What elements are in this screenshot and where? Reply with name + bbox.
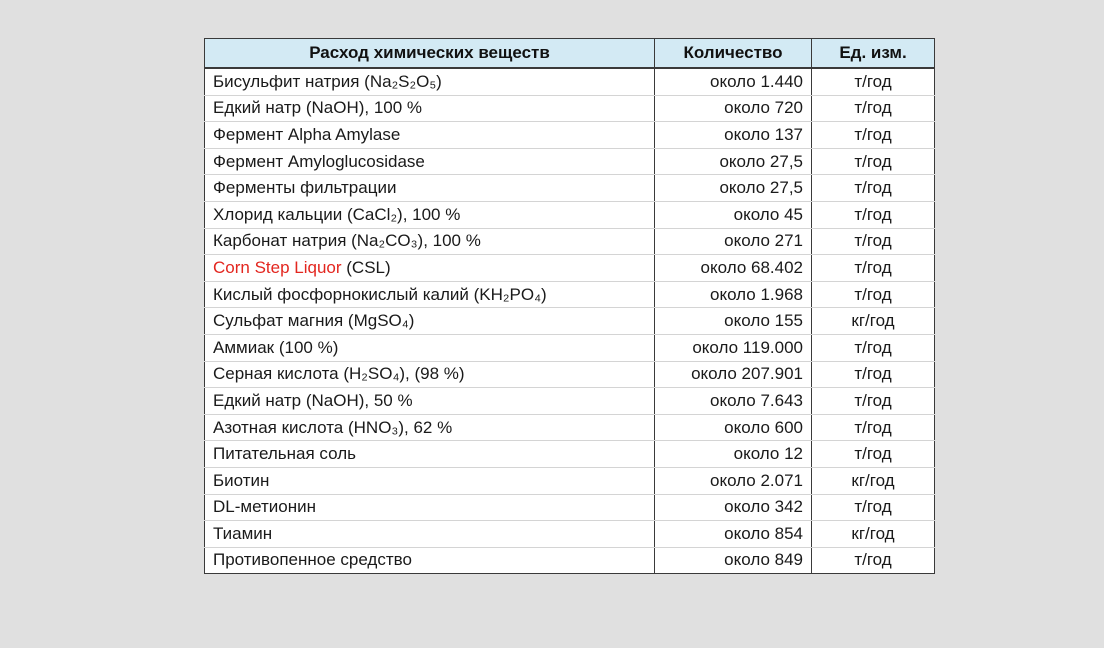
chemical-unit: т/год <box>812 388 935 415</box>
table-row <box>205 228 935 255</box>
table-row <box>205 175 935 202</box>
header-quantity: Количество <box>655 39 812 69</box>
chemical-quantity: около 119.000 <box>655 334 812 361</box>
chemical-unit: т/год <box>812 95 935 122</box>
table-header-row <box>205 39 935 69</box>
chemical-unit: т/год <box>812 228 935 255</box>
chemical-unit: т/год <box>812 68 935 95</box>
chemical-unit: т/год <box>812 494 935 521</box>
chemicals-consumption-table <box>204 38 935 574</box>
chemical-quantity: около 137 <box>655 122 812 149</box>
chemical-unit: т/год <box>812 201 935 228</box>
table-row <box>205 68 935 95</box>
table-row <box>205 361 935 388</box>
chemical-quantity: около 45 <box>655 201 812 228</box>
header-chemical-consumption: Расход химических веществ <box>205 39 655 69</box>
chemical-unit: кг/год <box>812 308 935 335</box>
chemicals-table-container <box>204 38 934 574</box>
chemical-quantity: около 2.071 <box>655 467 812 494</box>
chemical-unit: т/год <box>812 361 935 388</box>
chemical-quantity: около 1.440 <box>655 68 812 95</box>
chemical-quantity: около 600 <box>655 414 812 441</box>
chemical-name <box>205 255 655 282</box>
table-row <box>205 201 935 228</box>
chemical-name: Аммиак (100 %) <box>205 334 655 361</box>
chemical-quantity: около 68.402 <box>655 255 812 282</box>
chemical-name: DL-метионин <box>205 494 655 521</box>
chemical-unit: т/год <box>812 255 935 282</box>
chemical-unit: т/год <box>812 547 935 574</box>
chemical-quantity: около 854 <box>655 521 812 548</box>
chemical-name: Хлорид кальции (CaCl₂), 100 % <box>205 201 655 228</box>
chemical-unit: кг/год <box>812 467 935 494</box>
table-row <box>205 441 935 468</box>
chemical-name: Противопенное средство <box>205 547 655 574</box>
table-row <box>205 467 935 494</box>
chemical-quantity: около 7.643 <box>655 388 812 415</box>
table-row <box>205 281 935 308</box>
chemical-quantity: около 207.901 <box>655 361 812 388</box>
table-row <box>205 148 935 175</box>
chemical-quantity: около 155 <box>655 308 812 335</box>
chemical-quantity: около 720 <box>655 95 812 122</box>
chemical-quantity: около 27,5 <box>655 148 812 175</box>
chemical-name-highlight: Corn Step Liquor <box>213 257 342 277</box>
chemical-name: Тиамин <box>205 521 655 548</box>
chemical-name: Фермент Amyloglucosidase <box>205 148 655 175</box>
chemical-name: Бисульфит натрия (Na₂S₂O₅) <box>205 68 655 95</box>
chemical-name: Биотин <box>205 467 655 494</box>
chemical-unit: т/год <box>812 334 935 361</box>
chemical-unit: т/год <box>812 148 935 175</box>
chemical-name: Карбонат натрия (Na₂CO₃), 100 % <box>205 228 655 255</box>
chemical-name: Азотная кислота (HNO₃), 62 % <box>205 414 655 441</box>
chemical-quantity: около 12 <box>655 441 812 468</box>
chemical-name: Сульфат магния (MgSO₄) <box>205 308 655 335</box>
chemical-quantity: около 271 <box>655 228 812 255</box>
table-row <box>205 308 935 335</box>
table-row <box>205 95 935 122</box>
chemical-unit: кг/год <box>812 521 935 548</box>
chemical-name: Кислый фосфорнокислый калий (KH₂PO₄) <box>205 281 655 308</box>
chemical-name-suffix: (CSL) <box>341 257 391 277</box>
chemical-unit: т/год <box>812 122 935 149</box>
table-row <box>205 521 935 548</box>
chemical-unit: т/год <box>812 441 935 468</box>
chemical-unit: т/год <box>812 281 935 308</box>
chemical-name: Серная кислота (H₂SO₄), (98 %) <box>205 361 655 388</box>
chemical-name: Питательная соль <box>205 441 655 468</box>
table-row <box>205 414 935 441</box>
chemical-unit: т/год <box>812 414 935 441</box>
chemical-name: Ферменты фильтрации <box>205 175 655 202</box>
chemical-name: Едкий натр (NaOH), 50 % <box>205 388 655 415</box>
table-row <box>205 494 935 521</box>
chemical-unit: т/год <box>812 175 935 202</box>
table-row <box>205 334 935 361</box>
table-row <box>205 255 935 282</box>
chemical-quantity: около 1.968 <box>655 281 812 308</box>
chemical-quantity: около 849 <box>655 547 812 574</box>
chemical-name: Едкий натр (NaOH), 100 % <box>205 95 655 122</box>
table-row <box>205 388 935 415</box>
chemical-name: Фермент Alpha Amylase <box>205 122 655 149</box>
table-row <box>205 122 935 149</box>
header-unit: Ед. изм. <box>812 39 935 69</box>
chemical-quantity: около 27,5 <box>655 175 812 202</box>
table-row <box>205 547 935 574</box>
chemical-quantity: около 342 <box>655 494 812 521</box>
